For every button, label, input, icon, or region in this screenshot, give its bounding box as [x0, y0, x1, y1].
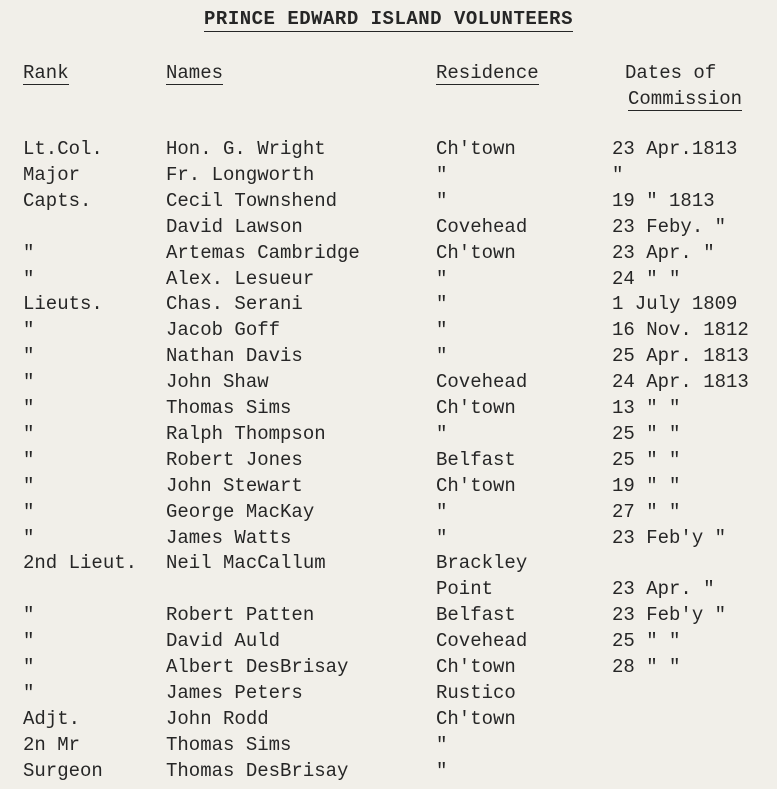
commission-date-cell: 23 Apr. " [612, 578, 715, 601]
name-cell: Alex. Lesueur [166, 267, 315, 290]
rank-cell: " [23, 267, 35, 290]
name-cell: Hon. G. Wright [166, 138, 326, 160]
residence-cell: Covehead [436, 215, 528, 238]
header-residence: Residence [436, 62, 539, 84]
residence-cell: " [436, 293, 448, 316]
table-row [0, 293, 777, 319]
rank-cell: " [23, 656, 35, 678]
table-row [0, 164, 777, 190]
residence-cell: Ch'town [436, 707, 516, 730]
table-row [0, 397, 777, 423]
name-cell: John Shaw [166, 371, 269, 394]
name-cell: Nathan Davis [166, 345, 303, 368]
rank-cell: " [23, 604, 35, 627]
residence-cell: Covehead [436, 371, 528, 394]
residence-cell: " [436, 345, 448, 368]
rank-cell: Surgeon [23, 759, 103, 782]
commission-date-cell: 1 July 1809 [612, 293, 738, 316]
residence-cell: Point [436, 578, 494, 601]
header-dates-line2: Commission [628, 88, 743, 110]
name-cell: James Watts [166, 526, 292, 549]
table-row [0, 268, 777, 294]
table-row [0, 449, 777, 475]
commission-date-cell: 19 " 1813 [612, 189, 715, 212]
name-cell: John Rodd [166, 707, 269, 730]
commission-date-cell: 23 Feby. " [612, 215, 727, 238]
rank-cell: Lieuts. [23, 293, 103, 316]
rank-cell: " [23, 422, 35, 445]
residence-cell: Ch'town [436, 474, 516, 497]
residence-cell: Ch'town [436, 656, 516, 678]
name-cell: Fr. Longworth [166, 163, 315, 186]
table-row [0, 604, 777, 630]
residence-cell: " [436, 526, 448, 549]
commission-date-cell: 27 " " [612, 500, 681, 523]
name-cell: Thomas Sims [166, 397, 292, 419]
commission-date-cell: 16 Nov. 1812 [612, 319, 749, 342]
rank-cell: 2n Mr [23, 733, 81, 756]
table-row [0, 682, 777, 708]
residence-cell: " [436, 733, 448, 756]
residence-cell: " [436, 319, 448, 342]
header-dates-line1: Dates of [625, 62, 717, 84]
residence-cell: Ch'town [436, 397, 516, 419]
name-cell: Thomas Sims [166, 733, 292, 756]
commission-date-cell: 23 Apr.1813 [612, 138, 738, 160]
residence-cell: Rustico [436, 681, 516, 704]
rank-cell: 2nd Lieut. [23, 552, 138, 575]
name-cell: James Peters [166, 681, 303, 704]
document-title: PRINCE EDWARD ISLAND VOLUNTEERS [204, 8, 573, 30]
table-row [0, 423, 777, 449]
commission-date-cell: 23 Feb'y " [612, 604, 727, 627]
residence-cell: " [436, 422, 448, 445]
name-cell: Jacob Goff [166, 319, 281, 342]
commission-date-cell: 25 " " [612, 422, 681, 445]
name-cell: George MacKay [166, 500, 315, 523]
name-cell: John Stewart [166, 474, 303, 497]
table-row [0, 138, 777, 164]
name-cell: Robert Jones [166, 448, 303, 471]
commission-date-cell: 25 " " [612, 448, 681, 471]
rank-cell: " [23, 500, 35, 523]
residence-cell: " [436, 267, 448, 290]
table-row [0, 501, 777, 527]
rank-cell: Adjt. [23, 707, 81, 730]
residence-cell: Covehead [436, 630, 528, 653]
commission-date-cell: 24 Apr. 1813 [612, 371, 749, 394]
rank-cell: " [23, 397, 35, 419]
name-cell: Robert Patten [166, 604, 315, 627]
name-cell: Thomas DesBrisay [166, 759, 349, 782]
rank-cell: " [23, 681, 35, 704]
table-row [0, 527, 777, 553]
table-row [0, 345, 777, 371]
rank-cell: " [23, 371, 35, 394]
commission-date-cell: 23 Apr. " [612, 241, 715, 264]
residence-cell: " [436, 759, 448, 782]
commission-date-cell: 25 " " [612, 630, 681, 653]
table-row [0, 242, 777, 268]
rank-cell: " [23, 448, 35, 471]
table-row [0, 190, 777, 216]
rank-cell: " [23, 319, 35, 342]
residence-cell: " [436, 189, 448, 212]
name-cell: Ralph Thompson [166, 422, 326, 445]
rank-cell: " [23, 630, 35, 653]
residence-cell: " [436, 163, 448, 186]
residence-cell: Ch'town [436, 241, 516, 264]
name-cell: Cecil Townshend [166, 189, 338, 212]
table-row [0, 216, 777, 242]
commission-date-cell: 19 " " [612, 474, 681, 497]
table-row [0, 708, 777, 734]
rank-cell: Major [23, 163, 81, 186]
table-row [0, 630, 777, 656]
table-row [0, 656, 777, 682]
name-cell: Neil MacCallum [166, 552, 326, 575]
name-cell: David Auld [166, 630, 281, 653]
table-row [0, 371, 777, 397]
rank-cell: " [23, 474, 35, 497]
residence-cell: Ch'town [436, 138, 516, 160]
commission-date-cell: 24 " " [612, 267, 681, 290]
commission-date-cell: 25 Apr. 1813 [612, 345, 749, 368]
residence-cell: Brackley [436, 552, 528, 575]
name-cell: Albert DesBrisay [166, 656, 349, 678]
table-row [0, 475, 777, 501]
header-rank: Rank [23, 62, 69, 84]
rank-cell: " [23, 345, 35, 368]
table-row [0, 734, 777, 760]
commission-date-cell: 13 " " [612, 397, 681, 419]
name-cell: Chas. Serani [166, 293, 303, 316]
rank-cell: Lt.Col. [23, 138, 103, 160]
table-row [0, 760, 777, 786]
residence-cell: Belfast [436, 448, 516, 471]
name-cell: Artemas Cambridge [166, 241, 360, 264]
rank-cell: Capts. [23, 189, 92, 212]
residence-cell: " [436, 500, 448, 523]
header-names: Names [166, 62, 224, 84]
table-row [0, 319, 777, 345]
name-cell: David Lawson [166, 215, 303, 238]
commission-date-cell: " [612, 163, 624, 186]
commission-date-cell: 23 Feb'y " [612, 526, 727, 549]
residence-cell: Belfast [436, 604, 516, 627]
table-row [0, 578, 777, 604]
table-row [0, 552, 777, 578]
rank-cell: " [23, 526, 35, 549]
rank-cell: " [23, 241, 35, 264]
commission-date-cell: 28 " " [612, 656, 681, 678]
